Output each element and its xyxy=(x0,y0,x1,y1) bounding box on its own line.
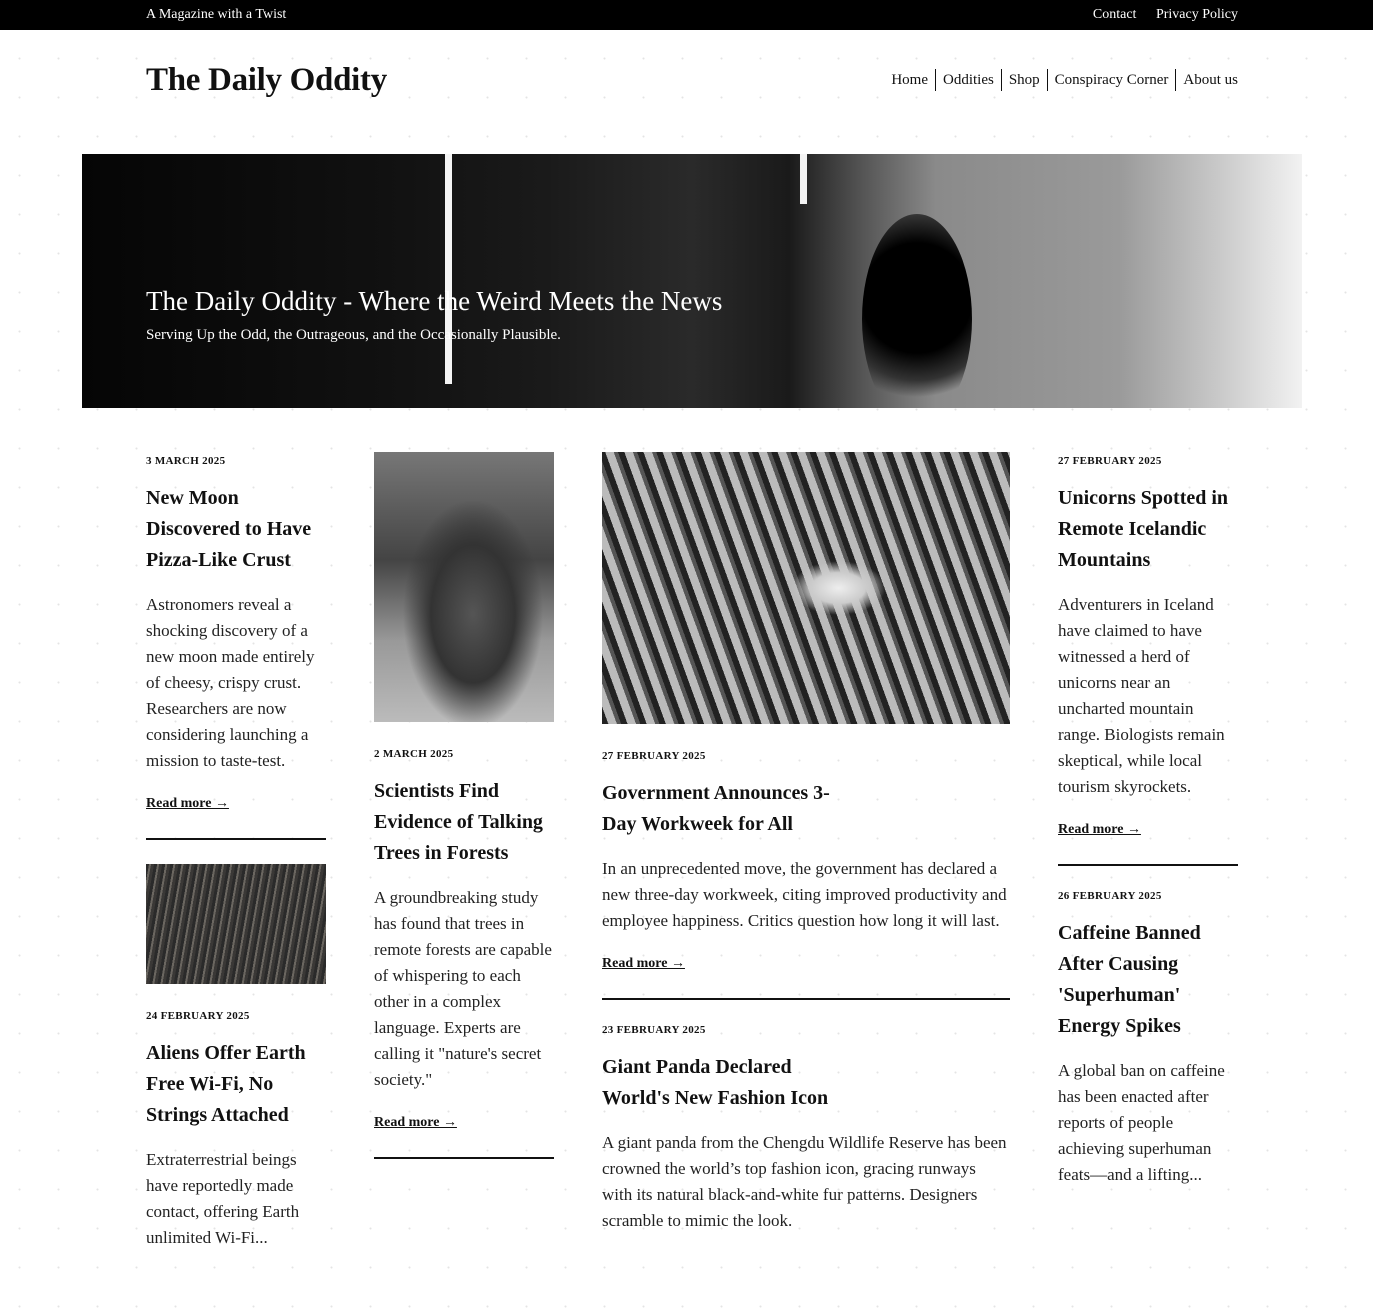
article-excerpt: A giant panda from the Chengdu Wildlife Reserve has been crowned the world’s top fashion icon, gracing runways with its natural black-and-white fur patterns. Designers scramble to mimic the look. xyxy=(602,1133,1007,1230)
column-1 xyxy=(146,452,326,1251)
article-date: 27 FEBRUARY 2025 xyxy=(602,750,706,762)
main-nav xyxy=(884,69,1238,91)
article-date: 27 FEBRUARY 2025 xyxy=(1058,455,1162,467)
article-card xyxy=(146,864,326,1251)
article-image-fur[interactable] xyxy=(146,864,326,984)
article-excerpt: Astronomers reveal a shocking discovery of a new moon made entirely of cheesy, crispy crust. Researchers are now considering launching a mission to taste-test. xyxy=(146,595,315,770)
hero-text xyxy=(146,286,722,344)
article-title[interactable]: Aliens Offer Earth Free Wi-Fi, No Strings Attached xyxy=(146,1042,306,1126)
article-card xyxy=(146,455,326,812)
read-more-link[interactable]: Read more → xyxy=(602,956,685,971)
article-image-cat-on-bamboo[interactable] xyxy=(602,452,1010,724)
article-title[interactable]: Giant Panda Declared World's New Fashion Icon xyxy=(602,1056,829,1109)
article-title[interactable]: Scientists Find Evidence of Talking Trees in Forests xyxy=(374,780,543,864)
article-date: 23 FEBRUARY 2025 xyxy=(602,1024,706,1036)
tagline: A Magazine with a Twist xyxy=(146,7,287,22)
read-more-link[interactable]: Read more → xyxy=(374,1115,457,1130)
read-more-link[interactable]: Read more → xyxy=(1058,822,1141,837)
article-excerpt: Adventurers in Iceland have claimed to have witnessed a herd of unicorns near an uncharted mountain range. Biologists remain skeptical, while local tourism skyrockets. xyxy=(1058,595,1225,796)
utility-links xyxy=(1077,7,1238,23)
column-2 xyxy=(374,452,554,1251)
site-header xyxy=(0,30,1373,154)
top-bar xyxy=(0,0,1373,30)
divider xyxy=(146,838,326,840)
read-more-link[interactable]: Read more → xyxy=(146,796,229,811)
article-card xyxy=(602,452,1010,972)
column-3 xyxy=(602,452,1010,1251)
article-title[interactable]: Caffeine Banned After Causing 'Superhuman' Energy Spikes xyxy=(1058,922,1201,1037)
hero-title: The Daily Oddity - Where the Weird Meets the News xyxy=(146,286,723,316)
article-card xyxy=(602,1024,1010,1234)
article-title[interactable]: Government Announces 3-Day Workweek for All xyxy=(602,782,830,835)
article-date: 2 MARCH 2025 xyxy=(374,748,454,760)
divider xyxy=(1058,864,1238,866)
divider xyxy=(374,1157,554,1159)
article-image-tree[interactable] xyxy=(374,452,554,722)
column-4 xyxy=(1058,452,1238,1251)
contact-link[interactable]: Contact xyxy=(1092,7,1137,22)
hero-image-light xyxy=(445,154,452,384)
divider xyxy=(602,998,1010,1000)
nav-oddities[interactable]: Oddities xyxy=(935,69,1001,91)
article-card xyxy=(1058,890,1238,1188)
site-logo[interactable]: The Daily Oddity xyxy=(146,61,387,98)
hero-banner xyxy=(82,154,1302,408)
article-title[interactable]: Unicorns Spotted in Remote Icelandic Mountains xyxy=(1058,487,1229,571)
article-card xyxy=(374,452,554,1131)
article-excerpt: A groundbreaking study has found that trees in remote forests are capable of whispering to each other in a complex language. Experts are calling it "nature's secret society." xyxy=(374,888,552,1089)
nav-shop[interactable]: Shop xyxy=(1001,69,1047,91)
article-card xyxy=(1058,455,1238,838)
nav-home[interactable]: Home xyxy=(891,72,928,88)
article-title[interactable]: New Moon Discovered to Have Pizza-Like Crust xyxy=(146,487,312,571)
nav-conspiracy-corner[interactable]: Conspiracy Corner xyxy=(1047,69,1176,91)
article-excerpt: A global ban on caffeine has been enacted after reports of people achieving superhuman feats—and a lifting... xyxy=(1058,1061,1225,1184)
article-date: 3 MARCH 2025 xyxy=(146,455,226,467)
article-excerpt: Extraterrestrial beings have reportedly made contact, offering Earth unlimited Wi-Fi... xyxy=(146,1150,300,1247)
privacy-policy-link[interactable]: Privacy Policy xyxy=(1155,7,1238,22)
article-grid xyxy=(0,408,1373,1251)
article-date: 26 FEBRUARY 2025 xyxy=(1058,890,1162,902)
hero-image-light xyxy=(800,154,807,204)
article-excerpt: In an unprecedented move, the government has declared a new three-day workweek, citing improved productivity and employee happiness. Critics question how long it will last. xyxy=(602,859,1007,930)
hero-subtitle: Serving Up the Odd, the Outrageous, and the Occasionally Plausible. xyxy=(146,327,561,343)
article-date: 24 FEBRUARY 2025 xyxy=(146,1010,250,1022)
nav-about-us[interactable]: About us xyxy=(1175,69,1238,91)
hero-image-eye xyxy=(862,214,972,408)
